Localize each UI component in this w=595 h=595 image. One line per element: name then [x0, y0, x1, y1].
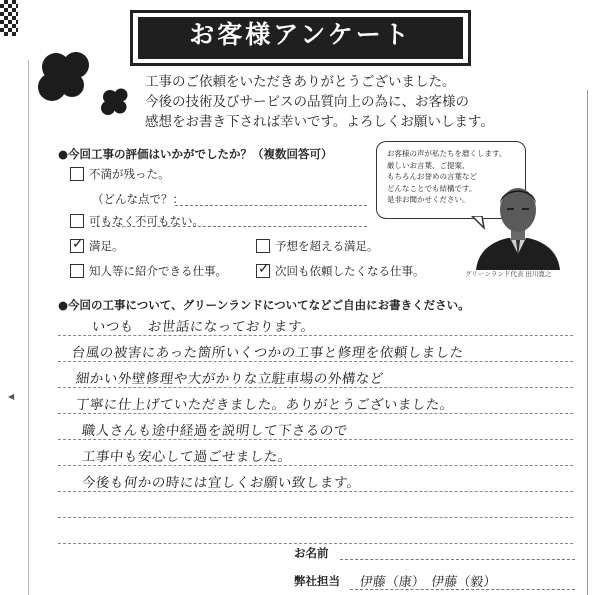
handwritten-line: いつも お世話になっております。 — [90, 319, 316, 335]
bubble-line: 是非お聞かせください。 — [387, 195, 470, 204]
followup-label: （どんな点で？： — [92, 192, 184, 206]
q2-title: ●今回の工事について、グリーンランドについてなどご自由にお書きください。 — [58, 298, 470, 312]
name-label: お名前 — [294, 546, 329, 560]
representative-photo-icon — [468, 178, 568, 270]
bubble-line: お客様の声が私たちを磨くします。 — [387, 149, 507, 158]
corner-checker-pattern — [0, 0, 18, 36]
handwritten-line: 台風の被害にあった箇所いくつかの工事と修理を依頼しました — [70, 345, 465, 361]
handwritten-line: 職人さんも途中経過を説明して下さるので — [80, 423, 349, 439]
option-label: 不満が残った。 — [89, 167, 170, 181]
page-title: お客様アンケート — [138, 17, 463, 59]
option-dissatisfied[interactable] — [70, 166, 170, 182]
bubble-line: 厳しいお言葉、ご提案、 — [387, 160, 470, 170]
checkbox[interactable] — [256, 261, 270, 278]
handwritten-line: 丁寧に仕上げていただきました。ありがとうございました。 — [74, 397, 455, 413]
bubble-line: もちろんお誉めの言葉など — [387, 172, 477, 181]
clover-decoration-icon — [30, 45, 135, 125]
handwritten-line: 工事中も安心して過ごせました。 — [80, 449, 293, 465]
option-label: 満足。 — [89, 239, 124, 253]
answer-line[interactable] — [58, 495, 573, 518]
option-recommend[interactable] — [70, 263, 227, 279]
option-neutral[interactable] — [70, 213, 204, 229]
answer-line[interactable] — [58, 521, 573, 544]
option-label: 次回も依頼したくなる仕事。 — [275, 264, 425, 278]
option-label: 予想を超える満足。 — [275, 239, 379, 253]
option-label: 知人等に紹介できる仕事。 — [89, 264, 227, 278]
option-exceeded[interactable] — [256, 238, 379, 254]
option-satisfied[interactable] — [70, 238, 124, 254]
option-label: 可もなく不可もない。 — [89, 214, 204, 228]
followup-answer-line[interactable] — [175, 205, 367, 206]
checkbox[interactable] — [70, 167, 84, 181]
staff-line — [350, 589, 575, 590]
intro-text — [145, 72, 525, 132]
handwritten-line: 今後も何かの時には宜しくお願い致します。 — [80, 475, 362, 491]
staff-signature: 伊藤（康） 伊藤（毅） — [359, 575, 498, 590]
title-banner — [130, 10, 471, 66]
q1-title: ●今回工事の評価はいかがでしたか？（複数回答可） — [58, 147, 333, 161]
checkbox[interactable] — [70, 214, 84, 228]
followup-prompt — [92, 191, 184, 207]
checkmark-icon: ✓ — [258, 261, 270, 277]
intro-line: 感想をお書き下されば幸いです。よろしくお願いします。 — [145, 114, 494, 130]
handwritten-line: 細かい外壁修理や大がかりな立駐車場の外構など — [74, 371, 385, 387]
checkbox[interactable] — [70, 236, 84, 253]
name-line[interactable] — [340, 559, 575, 560]
checkbox[interactable] — [256, 239, 270, 253]
representative-caption: グリーンランド代表 田川寛之 — [465, 270, 552, 278]
right-frame-line — [587, 90, 588, 595]
intro-line: 今後の技術及びサービスの品質向上の為に、お客様の — [145, 94, 469, 110]
left-frame-line — [28, 60, 29, 595]
checkmark-icon: ✓ — [72, 236, 84, 252]
scan-margin-marker: ◀ — [8, 392, 15, 401]
staff-label: 弊社担当 — [294, 574, 340, 588]
checkbox[interactable] — [70, 264, 84, 278]
option-request-again[interactable] — [256, 263, 425, 279]
bubble-line: どんなことでも結構です。 — [387, 183, 477, 193]
intro-line: 工事のご依頼をいただきありがとうございました。 — [145, 74, 456, 90]
